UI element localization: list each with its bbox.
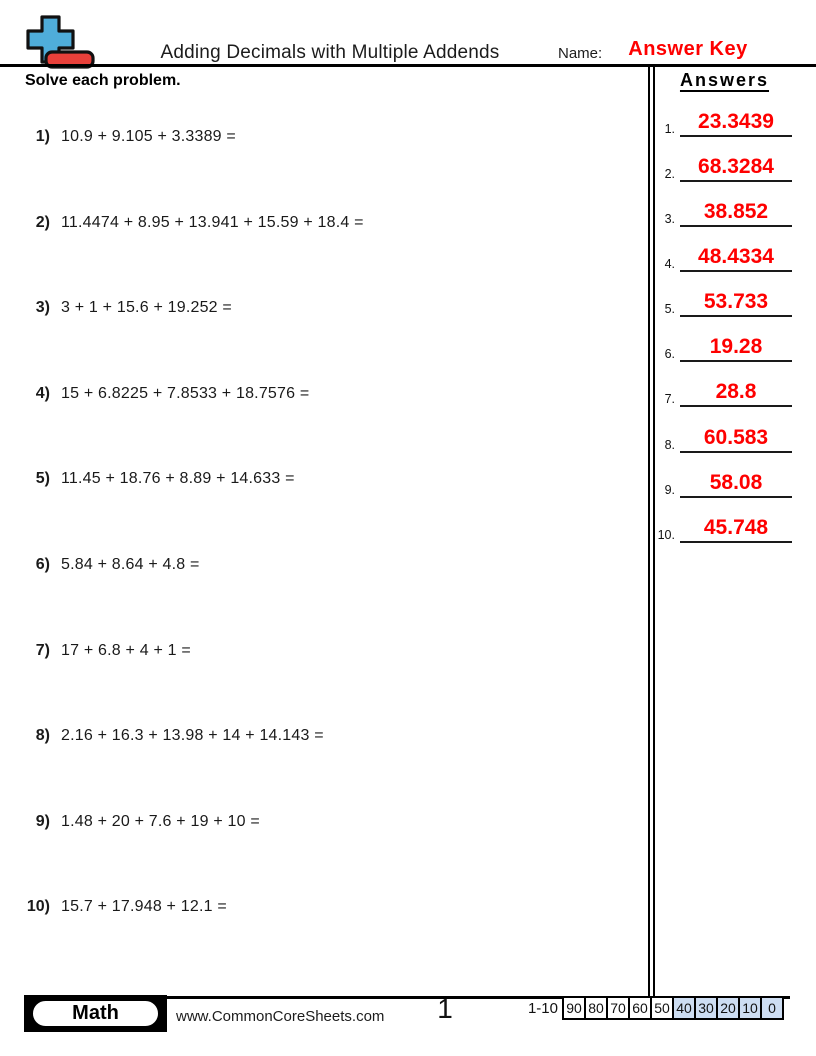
problem-row-3	[0, 299, 640, 317]
plus-minus-logo-icon	[18, 14, 98, 70]
problem-row-6	[0, 556, 640, 574]
answer-number: 8.	[664, 438, 675, 452]
answer-row-7	[652, 373, 792, 407]
score-range-label: 1-10	[527, 1000, 558, 1017]
answer-row-8	[652, 419, 792, 453]
score-cell-90: 90	[562, 996, 586, 1020]
problem-row-9	[0, 813, 640, 831]
answer-row-6	[652, 328, 792, 362]
page-number: 1	[437, 993, 453, 1024]
problem-expression: 5.84 + 8.64 + 4.8 =	[61, 556, 200, 573]
problem-number: 4)	[35, 385, 50, 402]
problem-number: 7)	[35, 642, 50, 659]
problem-row-5	[0, 470, 640, 488]
page-title: Adding Decimals with Multiple Addends	[160, 42, 500, 63]
website-url: www.CommonCoreSheets.com	[176, 1008, 385, 1025]
problem-expression: 11.4474 + 8.95 + 13.941 + 15.59 + 18.4 =	[61, 214, 364, 231]
problem-expression: 15.7 + 17.948 + 12.1 =	[61, 898, 227, 915]
score-cell-60: 60	[628, 996, 652, 1020]
problem-row-8	[0, 727, 640, 745]
answer-row-2	[652, 148, 792, 182]
answer-number: 5.	[664, 302, 675, 316]
answer-row-3	[652, 193, 792, 227]
answer-number: 3.	[664, 212, 675, 226]
score-cell-80: 80	[584, 996, 608, 1020]
answer-value: 23.3439	[680, 110, 792, 137]
score-cell-10: 10	[738, 996, 762, 1020]
problem-number: 8)	[35, 727, 50, 744]
score-strip	[562, 996, 784, 1020]
problem-row-7	[0, 642, 640, 660]
problem-expression: 1.48 + 20 + 7.6 + 19 + 10 =	[61, 813, 260, 830]
header-divider-line	[0, 64, 816, 67]
answer-value: 38.852	[680, 200, 792, 227]
score-cell-50: 50	[650, 996, 674, 1020]
answer-value: 28.8	[680, 380, 792, 407]
problem-row-4	[0, 385, 640, 403]
problem-row-1	[0, 128, 640, 146]
score-cell-30: 30	[694, 996, 718, 1020]
problem-row-2	[0, 214, 640, 232]
answer-value: 60.583	[680, 426, 792, 453]
answer-number: 6.	[664, 347, 675, 361]
problem-expression: 3 + 1 + 15.6 + 19.252 =	[61, 299, 232, 316]
problem-expression: 15 + 6.8225 + 7.8533 + 18.7576 =	[61, 385, 310, 402]
problem-number: 10)	[26, 898, 50, 915]
problem-expression: 17 + 6.8 + 4 + 1 =	[61, 642, 191, 659]
answer-number: 2.	[664, 167, 675, 181]
answer-row-9	[652, 464, 792, 498]
problem-row-10	[0, 898, 640, 916]
score-cell-70: 70	[606, 996, 630, 1020]
answer-number: 10.	[657, 528, 675, 542]
problem-number: 6)	[35, 556, 50, 573]
problem-number: 1)	[35, 128, 50, 145]
answer-value: 45.748	[680, 516, 792, 543]
instruction-text: Solve each problem.	[25, 72, 181, 89]
answers-header: Answers	[679, 70, 770, 90]
answer-row-5	[652, 283, 792, 317]
problem-expression: 2.16 + 16.3 + 13.98 + 14 + 14.143 =	[61, 727, 324, 744]
subject-badge	[24, 995, 167, 1032]
answer-value: 19.28	[680, 335, 792, 362]
answer-number: 1.	[664, 122, 675, 136]
answer-key-text: Answer Key	[628, 38, 748, 60]
answer-row-4	[652, 238, 792, 272]
answer-value: 58.08	[680, 471, 792, 498]
score-cell-0: 0	[760, 996, 784, 1020]
answer-number: 9.	[664, 483, 675, 497]
answer-row-1	[652, 103, 792, 137]
answer-row-10	[652, 509, 792, 543]
problem-number: 5)	[35, 470, 50, 487]
score-cell-20: 20	[716, 996, 740, 1020]
answer-number: 7.	[664, 392, 675, 406]
problem-number: 3)	[35, 299, 50, 316]
answer-value: 53.733	[680, 290, 792, 317]
problem-number: 9)	[35, 813, 50, 830]
name-label: Name:	[558, 45, 603, 62]
subject-badge-label: Math	[31, 999, 160, 1028]
score-cell-40: 40	[672, 996, 696, 1020]
problem-number: 2)	[35, 214, 50, 231]
problem-expression: 11.45 + 18.76 + 8.89 + 14.633 =	[61, 470, 295, 487]
answer-value: 48.4334	[680, 245, 792, 272]
answer-value: 68.3284	[680, 155, 792, 182]
answer-number: 4.	[664, 257, 675, 271]
problem-expression: 10.9 + 9.105 + 3.3389 =	[61, 128, 236, 145]
